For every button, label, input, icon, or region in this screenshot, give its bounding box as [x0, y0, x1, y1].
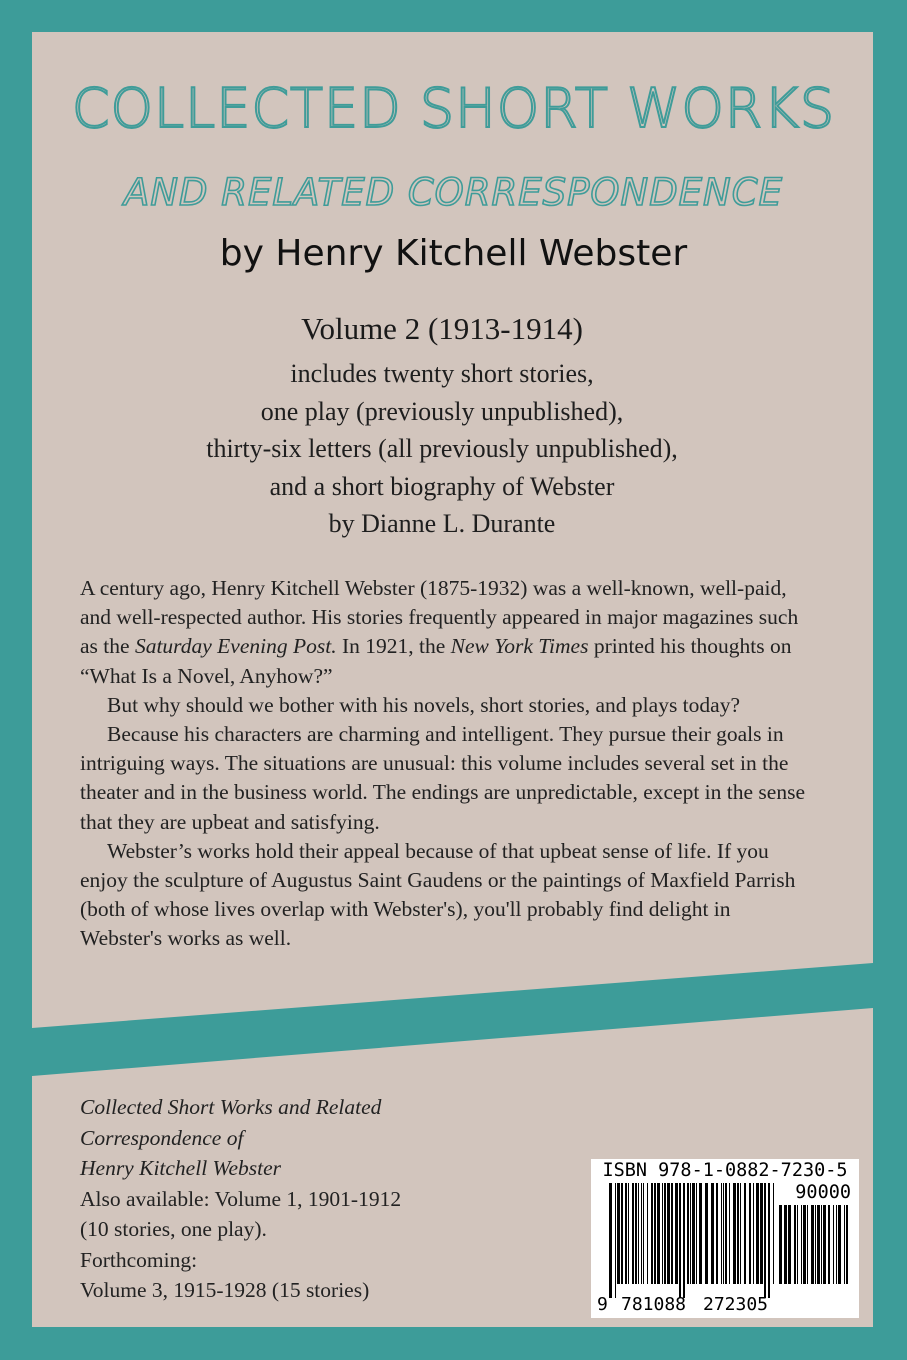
barcode-bar [797, 1205, 798, 1284]
barcode-bar [651, 1183, 653, 1284]
barcode-bar [737, 1183, 739, 1284]
barcode-bar [749, 1183, 751, 1284]
series-line: Forthcoming: [80, 1247, 198, 1272]
barcode-bar [641, 1183, 642, 1284]
barcode-bar [696, 1183, 697, 1284]
barcode-bar [846, 1205, 848, 1284]
barcode-bar [625, 1183, 627, 1284]
isbn-number: ISBN 978-1-0882-7230-5 [602, 1160, 848, 1181]
barcode-bar [723, 1183, 724, 1284]
description-text: printed his thoughts on “What Is a Novel, Anyhow?” [80, 634, 792, 688]
barcode-bar [833, 1205, 834, 1284]
author-byline: by Henry Kitchell Webster [219, 233, 688, 274]
barcode-bar [821, 1205, 822, 1284]
barcode-bar [632, 1183, 634, 1284]
ean-first-digit: 9 [597, 1294, 608, 1315]
barcode-bar [643, 1183, 644, 1284]
barcode-bar [768, 1183, 770, 1298]
barcode-bar [838, 1205, 841, 1284]
price-code: 90000 [795, 1182, 851, 1203]
barcode-bar [801, 1205, 802, 1284]
barcode-bar [733, 1183, 736, 1284]
barcode-bar [753, 1183, 754, 1284]
barcode-addon-bars-icon [779, 1205, 851, 1298]
description-paragraph [80, 574, 808, 691]
contents-line: thirty-six letters (all previously unpublished), [206, 434, 678, 463]
book-title-line1: COLLECTED SHORT WORKS [71, 77, 836, 140]
barcode-bar [635, 1183, 637, 1284]
series-line: Also available: Volume 1, 1901-1912 [80, 1186, 402, 1211]
barcode-bar [823, 1205, 826, 1284]
contents-line: by Dianne L. Durante [328, 509, 556, 538]
barcode-bar [662, 1183, 663, 1284]
contents-line: one play (previously unpublished), [260, 396, 624, 426]
barcode-bar [740, 1183, 741, 1284]
description-paragraph: Because his characters are charming and intelligent. They pursue their goals in intriguing ways. The situations are unusual: this volume includes several set in the theater and in the business world. The endings are unpredictable, except in the sense that they are upbeat and satisfying. [80, 722, 805, 834]
barcode-bar [664, 1183, 666, 1284]
barcode-bar [679, 1183, 681, 1298]
barcode-bars-icon [609, 1183, 777, 1298]
ean-right-group: 272305 [703, 1294, 769, 1315]
series-title-line: Correspondence of [80, 1125, 244, 1150]
series-line: Volume 3, 1915-1928 (15 stories) [80, 1278, 370, 1302]
series-info [80, 1092, 500, 1306]
barcode-bar [773, 1183, 774, 1284]
description-text: A century ago, Henry Kitchell Webster (1875-1932) was a well-known, well-paid, and well-respected author. His stories frequently appeared in major magazines such as the [80, 576, 799, 659]
barcode-bar [811, 1205, 814, 1284]
book-description [80, 574, 808, 954]
barcode-bar [621, 1183, 623, 1284]
barcode-bar [638, 1183, 639, 1284]
barcode-bar [817, 1205, 820, 1284]
barcode-bar [690, 1183, 691, 1284]
barcode-bar [744, 1183, 746, 1284]
isbn-barcode [591, 1159, 859, 1318]
barcode-bar [725, 1183, 727, 1284]
ean-left-group: 781088 [621, 1294, 687, 1315]
contents-line: includes twenty short stories, [290, 359, 594, 388]
barcode-bar [654, 1183, 656, 1284]
contents-line: and a short biography of Webster [269, 471, 615, 501]
barcode-bar [756, 1183, 759, 1284]
barcode-bar [692, 1183, 695, 1284]
barcode-bar [844, 1205, 845, 1284]
description-paragraph: Webster’s works hold their appeal because of that upbeat sense of life. If you enjoy the sculpture of Augustus Saint Gaudens or the paintings of Maxfield Parrish (both of whose lives overlap with Webster's), you'll probably find delight in Webster's works as well. [80, 838, 796, 951]
barcode-bar [760, 1183, 763, 1284]
barcode-bar [794, 1205, 796, 1284]
barcode-bar [667, 1183, 670, 1284]
barcode-bar [784, 1205, 787, 1284]
barcode-bar [716, 1183, 718, 1284]
barcode-bar [617, 1183, 620, 1284]
barcode-bar [699, 1183, 702, 1284]
description-italic: New York Times [450, 634, 589, 659]
barcode-bar [764, 1183, 766, 1298]
volume-heading: Volume 2 (1913-1914) [301, 311, 583, 346]
series-title-line: Henry Kitchell Webster [80, 1156, 282, 1180]
description-text: In 1921, the [336, 634, 451, 659]
book-title-line2: AND RELATED CORRESPONDENCE [124, 171, 783, 214]
barcode-bar [815, 1205, 816, 1284]
series-title-line: Collected Short Works and Related [80, 1095, 382, 1119]
barcode-bar [615, 1183, 616, 1298]
barcode-bar [836, 1205, 837, 1284]
barcode-bar [671, 1183, 673, 1284]
barcode-bar [828, 1205, 830, 1284]
barcode-bar [657, 1183, 660, 1284]
barcode-bar [807, 1205, 808, 1284]
barcode-bar [803, 1205, 806, 1284]
series-line: (10 stories, one play). [80, 1217, 267, 1241]
description-paragraph: But why should we bother with his novels, short stories, and plays today? [107, 692, 740, 717]
barcode-bar [683, 1183, 685, 1298]
barcode-bar [628, 1183, 629, 1284]
barcode-bar [721, 1183, 722, 1284]
barcode-bar [687, 1183, 689, 1284]
barcode-bar [647, 1183, 648, 1284]
barcode-bar [779, 1205, 782, 1284]
contents-summary [0, 355, 884, 543]
barcode-bar [788, 1205, 791, 1284]
description-italic: Saturday Evening Post. [134, 634, 337, 659]
barcode-bar [705, 1183, 708, 1284]
barcode-bar [729, 1183, 730, 1284]
barcode-bar [609, 1183, 612, 1298]
barcode-bar [675, 1183, 678, 1284]
barcode-bar [711, 1183, 714, 1284]
